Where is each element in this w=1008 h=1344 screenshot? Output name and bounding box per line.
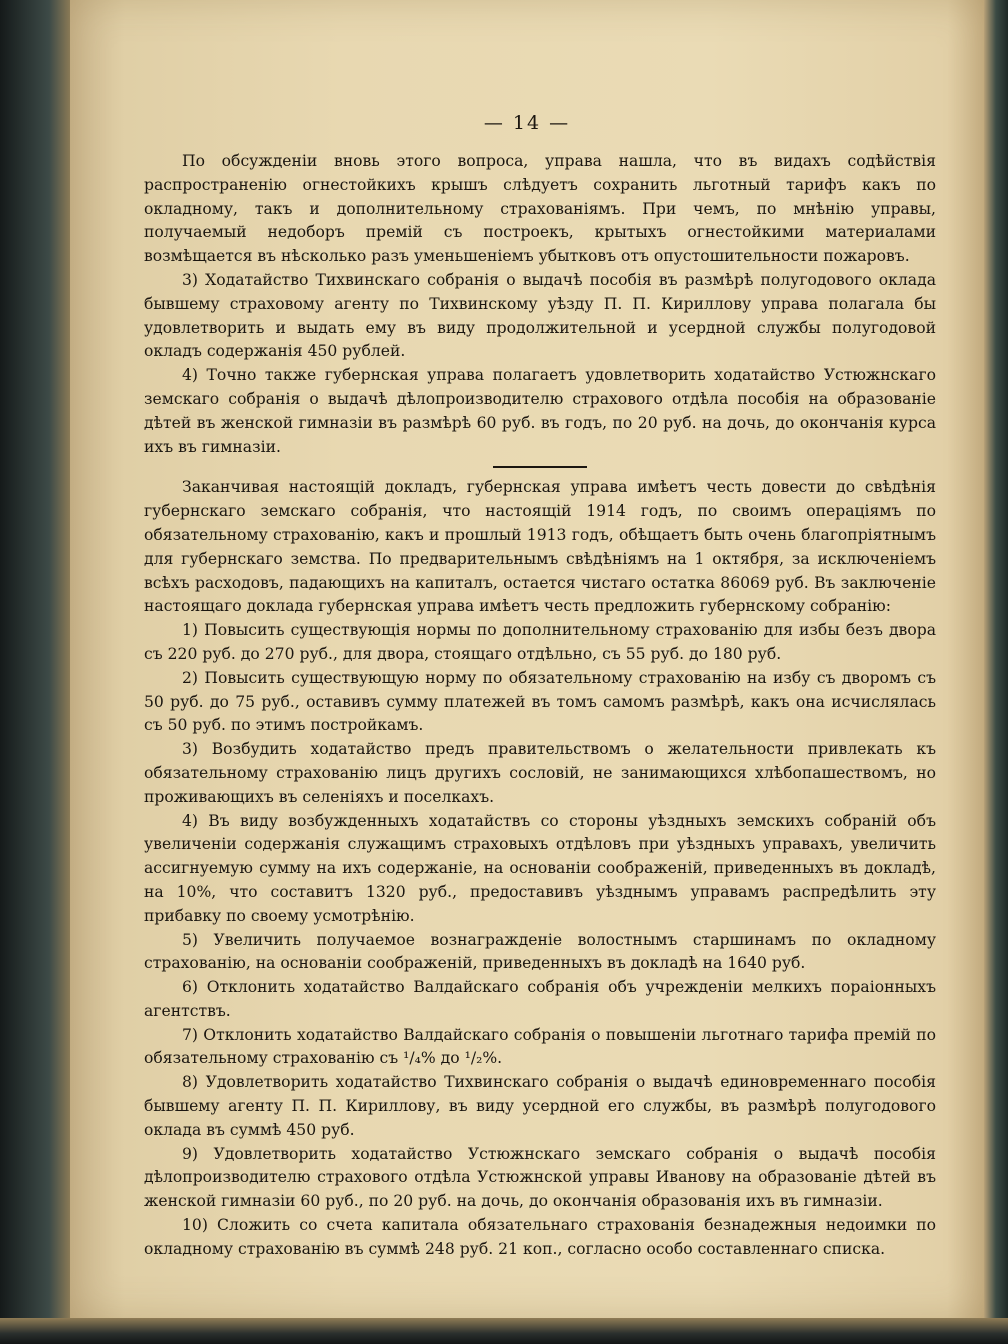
list-item: 5) Увеличить получаемое вознагражденіе волостнымъ старшинамъ по окладному страхованію, на основаніи соображеній, приведенныхъ въ докладѣ на 1640 руб. xyxy=(144,930,936,973)
list-item: 9) Удовлетворить ходатайство Устюжнскаго земскаго собранія о выдачѣ пособія дѣлопроизводителю страхового отдѣла Устюжнской управы Иванову на образованіе дѣтей въ женской гимназіи 60 руб., по 20 руб. на дочь, до окончанія образованія ихъ въ гимназіи. xyxy=(144,1144,936,1211)
paragraph: Заканчивая настоящій докладъ, губернская управа имѣетъ честь довести до свѣдѣнія губернскаго земскаго собранія, что настоящій 1914 годъ, по своимъ операціямъ по обязательному страхованію, какъ и прошлый 1913 годъ, обѣщаетъ быть очень благопріятнымъ для губернскаго земства. По предварительнымъ свѣдѣніямъ на 1 октября, за исключеніемъ всѣхъ расходовъ, падающихъ на капиталъ, остается чистаго остатка 86069 руб. Въ заключеніе настоящаго доклада губернская управа имѣетъ честь предложить губернскому собранію: xyxy=(144,478,936,616)
paragraph: 3) Ходатайство Тихвинскаго собранія о выдачѣ пособія въ размѣрѣ полугодового оклада бывшему страховому агенту по Тихвинскому уѣзду П. П. Кириллову управа полагала бы удовлетворить и выдать ему въ виду продолжительной и усердной службы полугодовой окладъ содержанія 450 рублей. xyxy=(144,270,936,361)
section-divider xyxy=(493,466,587,468)
list-item: 6) Отклонить ходатайство Валдайскаго собранія объ учрежденіи мелкихъ пораіонныхъ агентствъ. xyxy=(144,978,936,1020)
book-binding-left xyxy=(0,0,70,1344)
list-item: 10) Сложить со счета капитала обязательнаго страхованія безнадежныя недоимки по окладному страхованію въ суммѣ 248 руб. 21 коп., согласно особо составленнаго списка. xyxy=(144,1216,936,1258)
list-item: 8) Удовлетворить ходатайство Тихвинскаго собранія о выдачѣ единовременнаго пособія бывшему агенту П. П. Кириллову, въ виду усердной его службы, въ размѣрѣ полугодового оклада въ суммѣ 450 руб. xyxy=(144,1073,936,1139)
list-item: 7) Отклонить ходатайство Валдайскаго собранія о повышеніи льготнаго тарифа премій по обязательному страхованію съ ¹/₄% до ¹/₂%. xyxy=(144,1025,936,1068)
list-item: 4) Въ виду возбужденныхъ ходатайствъ со стороны уѣздныхъ земскихъ собраній объ увеличеніи содержанія служащимъ страховыхъ отдѣловъ при уѣздныхъ управахъ, увеличить ассигнуемую сумму на ихъ содержаніе, на основаніи соображеній, приведенныхъ въ докладѣ, на 10%, что составитъ 1320 руб., предоставивъ уѣзднымъ управамъ распредѣлить эту прибавку по своему усмотрѣнію. xyxy=(144,811,936,925)
paragraph: 4) Точно также губернская управа полагаетъ удовлетворить ходатайство Устюжнскаго земскаго собранія о выдачѣ дѣлопроизводителю страхового отдѣла пособія на образованіе дѣтей въ женской гимназіи въ размѣрѣ 60 руб. въ годъ, по 20 руб. на дочь, до окончанія курса ихъ въ гимназіи. xyxy=(144,366,936,456)
list-item: 3) Возбудить ходатайство предъ правительствомъ о желательности привлекать къ обязательному страхованію лицъ другихъ сословій, не занимающихся хлѣбопашествомъ, но проживающихъ въ селеніяхъ и поселкахъ. xyxy=(144,740,936,806)
list-item: 1) Повысить существующія нормы по дополнительному страхованію для избы безъ двора съ 220 руб. до 270 руб., для двора, стоящаго отдѣльно, съ 55 руб. до 180 руб. xyxy=(144,621,936,663)
list-item: 2) Повысить существующую норму по обязательному страхованію на избу съ дворомъ съ 50 руб. до 75 руб., оставивъ сумму платежей въ томъ самомъ размѣрѣ, какъ она исчислялась съ 50 руб. по этимъ постройкамъ. xyxy=(144,668,936,735)
book-edge-bottom xyxy=(0,1318,1008,1344)
body-text xyxy=(144,150,936,1262)
page-number: — 14 — xyxy=(483,112,571,134)
document-page xyxy=(70,0,984,1318)
book-edge-right xyxy=(984,0,1008,1344)
paragraph: По обсужденіи вновь этого вопроса, управа нашла, что въ видахъ содѣйствія распространенію огнестойкихъ крышъ слѣдуетъ сохранить льготный тарифъ какъ по окладному, такъ и дополнительному страхованіямъ. При чемъ, по мнѣнію управы, получаемый недоборъ премій съ построекъ, крытыхъ огнестойкими материалами возмѣщается въ нѣсколько разъ уменьшеніемъ убытковъ отъ опустошительности пожаровъ. xyxy=(144,152,936,266)
